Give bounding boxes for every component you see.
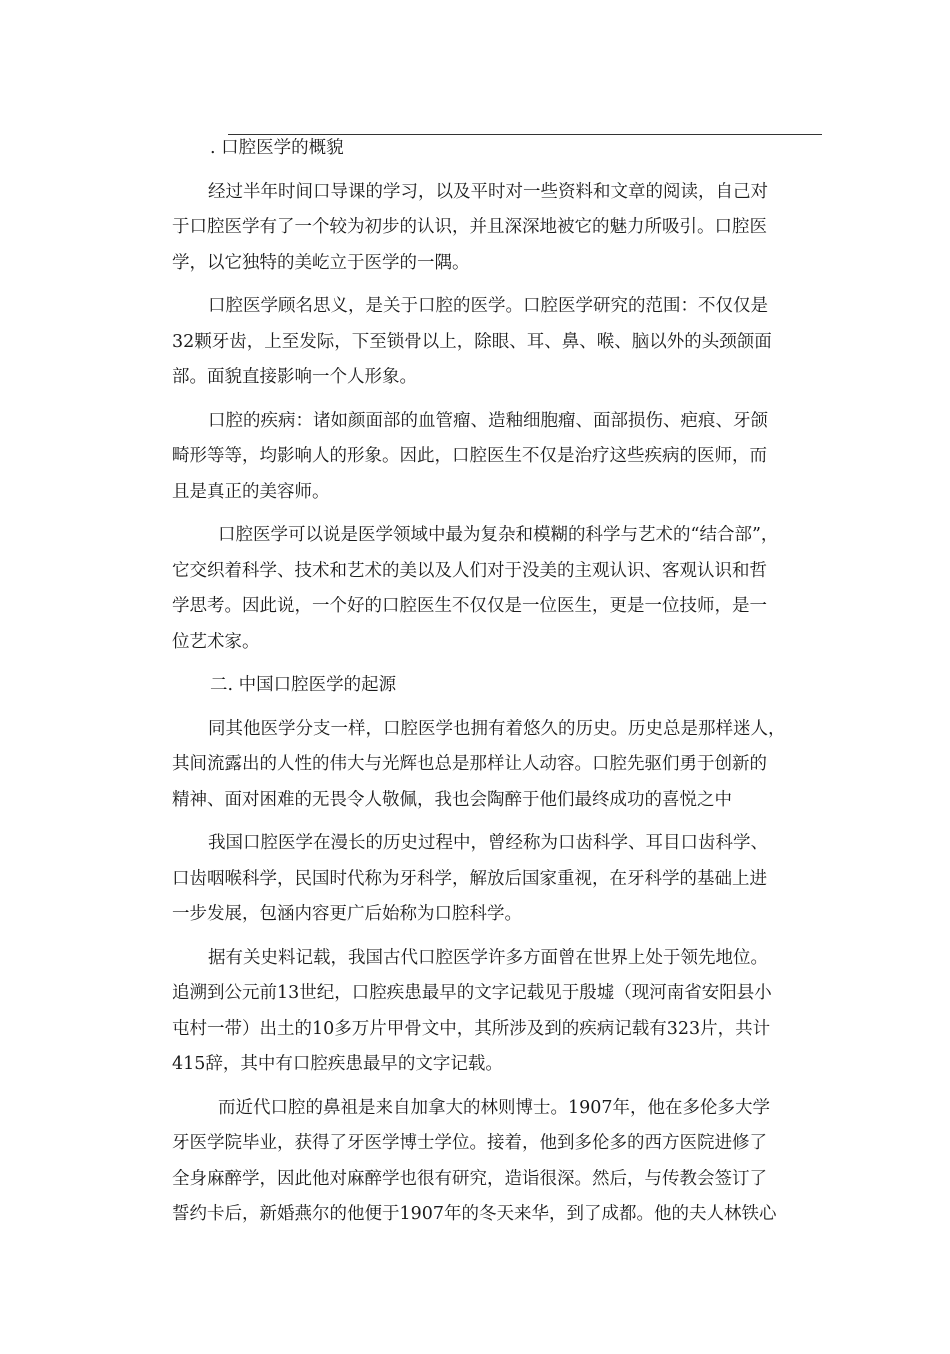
paragraph-line: 学思考。因此说，一个好的口腔医生不仅仅是一位医生，更是一位技师，是一 bbox=[172, 596, 767, 616]
paragraph-line: 经过半年时间口导课的学习，以及平时对一些资料和文章的阅读，自己对 bbox=[208, 181, 768, 202]
paragraph-line: 我国口腔医学在漫长的历史过程中，曾经称为口齿科学、耳目口齿科学、 bbox=[208, 833, 768, 853]
paragraph-line: 而近代口腔的鼻祖是来自加拿大的林则博士。1907年，他在多伦多大学 bbox=[218, 1097, 771, 1118]
paragraph-spacing bbox=[172, 660, 822, 668]
section-heading bbox=[172, 668, 822, 704]
paragraph-line: 精神、面对困难的无畏令人敬佩，我也会陶醉于他们最终成功的喜悦之中 bbox=[172, 789, 732, 810]
heading-text: 二. 中国口腔医学的起源 bbox=[210, 675, 397, 695]
paragraph-spacing bbox=[172, 704, 822, 712]
paragraph-line: 32颗牙齿，上至发际，下至锁骨以上，除眼、耳、鼻、喉、脑以外的头颈颌面 bbox=[172, 331, 772, 352]
paragraph-spacing bbox=[172, 1083, 822, 1091]
paragraph bbox=[172, 1091, 822, 1233]
paragraph bbox=[172, 826, 822, 933]
paragraph bbox=[172, 289, 822, 396]
paragraph-line: 位艺术家。 bbox=[172, 631, 260, 652]
paragraph-line: 于口腔医学有了一个较为初步的认识，并且深深地被它的魅力所吸引。口腔医 bbox=[172, 217, 767, 237]
paragraph-line: 牙医学院毕业，获得了牙医学博士学位。接着，他到多伦多的西方医院进修了 bbox=[172, 1133, 767, 1153]
paragraph-line: 口齿咽喉科学，民国时代称为牙科学，解放后国家重视，在牙科学的基础上进 bbox=[172, 868, 767, 889]
paragraph bbox=[172, 712, 822, 819]
paragraph-line: 据有关史料记载，我国古代口腔医学许多方面曾在世界上处于领先地位。 bbox=[208, 947, 768, 968]
paragraph-spacing bbox=[172, 818, 822, 826]
paragraph-line: 其间流露出的人性的伟大与光辉也总是那样让人动容。口腔先驱们勇于创新的 bbox=[172, 754, 767, 774]
document-body bbox=[172, 131, 822, 1233]
paragraph-spacing bbox=[172, 933, 822, 941]
paragraph-line: 415辞，其中有口腔疾患最早的文字记载。 bbox=[172, 1054, 503, 1074]
paragraph-line: 一步发展，包涵内容更广后始称为口腔科学。 bbox=[172, 904, 522, 924]
paragraph-line: 全身麻醉学，因此他对麻醉学也很有研究，造诣很深。然后，与传教会签订了 bbox=[172, 1168, 767, 1189]
paragraph-spacing bbox=[172, 510, 822, 518]
paragraph bbox=[172, 404, 822, 511]
paragraph-line: 且是真正的美容师。 bbox=[172, 481, 330, 502]
paragraph-line: 追溯到公元前13世纪，口腔疾患最早的文字记载见于殷墟（现河南省安阳县小 bbox=[172, 983, 772, 1003]
paragraph-line: 部。面貌直接影响一个人形象。 bbox=[172, 367, 417, 387]
paragraph bbox=[172, 175, 822, 282]
paragraph-line: 口腔医学可以说是医学领域中最为复杂和模糊的科学与艺术的“结合部”， bbox=[218, 525, 779, 545]
paragraph-line: 学，以它独特的美屹立于医学的一隅。 bbox=[172, 252, 470, 273]
paragraph-line: 誓约卡后，新婚燕尔的他便于1907年的冬天来华，到了成都。他的夫人林铁心 bbox=[172, 1204, 777, 1224]
section-heading bbox=[172, 131, 822, 167]
paragraph bbox=[172, 518, 822, 660]
paragraph-line: 口腔的疾病：诸如颜面部的血管瘤、造釉细胞瘤、面部损伤、疤痕、牙颌 bbox=[208, 410, 768, 431]
paragraph-line: 畸形等等，均影响人的形象。因此，口腔医生不仅是治疗这些疾病的医师，而 bbox=[172, 446, 767, 466]
paragraph-spacing bbox=[172, 396, 822, 404]
paragraph-spacing bbox=[172, 167, 822, 175]
paragraph-spacing bbox=[172, 281, 822, 289]
paragraph bbox=[172, 941, 822, 1083]
paragraph-line: 同其他医学分支一样，口腔医学也拥有着悠久的历史。历史总是那样迷人， bbox=[208, 718, 786, 739]
paragraph-line: 它交织着科学、技术和艺术的美以及人们对于没美的主观认识、客观认识和哲 bbox=[172, 560, 767, 581]
paragraph-line: 屯村一带）出土的10多万片甲骨文中，其所涉及到的疾病记载有323片，共计 bbox=[172, 1018, 771, 1039]
heading-text: . 口腔医学的概貌 bbox=[210, 138, 344, 158]
paragraph-line: 口腔医学顾名思义，是关于口腔的医学。口腔医学研究的范围：不仅仅是 bbox=[208, 296, 768, 316]
